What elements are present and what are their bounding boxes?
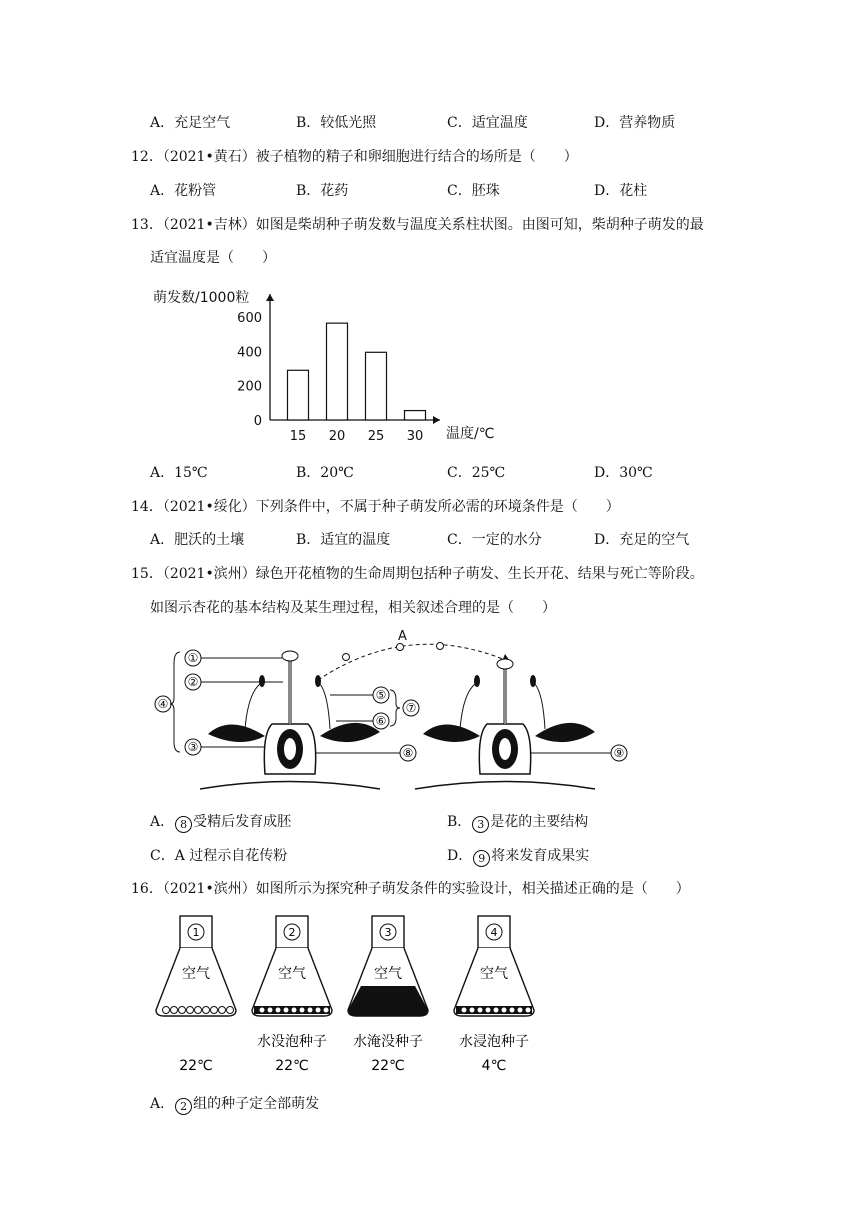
q11-option-c: C．适宜温度 [447, 115, 528, 131]
chart-xtick-label: 15 [289, 429, 307, 444]
q14-option-a: A．肥沃的土壤 [150, 532, 245, 548]
q13-option-b: B．20℃ [296, 465, 354, 481]
chart-ytick-label: 0 [253, 414, 262, 429]
flask-2 [252, 916, 332, 1074]
apricot-flower-diagram [150, 624, 630, 794]
chart-ytick-label: 600 [237, 311, 262, 327]
label-1: ① [187, 651, 199, 665]
flask-3 [348, 916, 428, 1074]
q11-option-b: B．较低光照 [296, 115, 377, 131]
chart-xtick-label: 30 [406, 429, 424, 444]
q14-text: 14．（2021•绥化）下列条件中，不属于种子萌发所必需的环境条件是（ ） [131, 499, 620, 515]
label-7: ⑦ [405, 701, 417, 715]
label-4: ④ [157, 697, 169, 711]
q16-text: 16．（2021•滨州）如图所示为探究种子萌发条件的实验设计，相关描述正确的是（ ） [131, 881, 690, 897]
q12-text: 12．（2021•黄石）被子植物的精子和卵细胞进行结合的场所是（ ） [131, 149, 578, 165]
q13-option-d: D．30℃ [594, 465, 653, 481]
chart-ylabel: 萌发数/1000粒 [153, 290, 250, 306]
q15-option-c: C．A 过程示自花传粉 [150, 848, 288, 864]
svg-text:4: 4 [490, 926, 498, 939]
q14-option-b: B．适宜的温度 [296, 532, 391, 548]
germination-flask-diagram [150, 912, 550, 1082]
q13-text-line2: 适宜温度是（ ） [150, 250, 276, 266]
flask-1 [156, 916, 236, 1074]
svg-text:3: 3 [384, 926, 392, 939]
svg-text:水没泡种子: 水没泡种子 [257, 1034, 327, 1050]
label-3: ③ [187, 740, 199, 754]
chart-bar [327, 323, 348, 420]
label-2: ② [187, 675, 199, 689]
q15-text-line1: 15．（2021•滨州）绿色开花植物的生命周期包括种子萌发、生长开花、结果与死亡等阶段。 [131, 566, 704, 582]
svg-text:空气: 空气 [182, 966, 210, 982]
q13-option-c: C．25℃ [447, 465, 506, 481]
svg-text:空气: 空气 [374, 966, 402, 982]
q15-text-line2: 如图示杏花的基本结构及某生理过程，相关叙述合理的是（ ） [150, 600, 556, 616]
svg-text:22℃: 22℃ [275, 1058, 309, 1074]
label-6: ⑥ [375, 714, 387, 728]
arrow-label-a: A [398, 629, 407, 644]
q14-option-c: C．一定的水分 [447, 532, 542, 548]
svg-text:1: 1 [192, 926, 200, 939]
chart-xlabel: 温度/℃ [446, 426, 495, 442]
q16-option-a: A． 2 组的种子定全部萌发 [150, 1096, 320, 1113]
germination-bar-chart [150, 282, 520, 452]
svg-text:空气: 空气 [480, 966, 508, 982]
chart-xtick-label: 20 [328, 429, 346, 444]
q12-option-d: D．花柱 [594, 183, 648, 199]
svg-text:4℃: 4℃ [481, 1058, 507, 1074]
chart-bar [366, 352, 387, 420]
label-5: ⑤ [375, 688, 387, 702]
q11-option-a: A．充足空气 [150, 115, 231, 131]
q15-option-a: A． 8 受精后发育成胚 [150, 814, 292, 831]
svg-text:22℃: 22℃ [179, 1058, 213, 1074]
q15-option-d: D． 9 将来发育成果实 [447, 848, 590, 865]
chart-xtick-label: 25 [367, 429, 385, 444]
label-9: ⑨ [613, 746, 625, 760]
q12-option-c: C．胚珠 [447, 183, 500, 199]
chart-ytick-label: 200 [237, 379, 262, 395]
svg-text:22℃: 22℃ [371, 1058, 405, 1074]
svg-text:空气: 空气 [278, 966, 306, 982]
svg-text:水淹没种子: 水淹没种子 [353, 1034, 423, 1050]
chart-ytick-label: 400 [237, 345, 262, 361]
q15-option-b: B． 3 是花的主要结构 [447, 814, 589, 831]
q13-option-a: A．15℃ [150, 465, 208, 481]
flower-left [200, 651, 380, 789]
svg-text:水浸泡种子: 水浸泡种子 [459, 1034, 529, 1050]
q12-option-b: B．花药 [296, 183, 349, 199]
q12-option-a: A．花粉管 [150, 183, 217, 199]
flower-right [415, 659, 595, 789]
q13-text-line1: 13．（2021•吉林）如图是柴胡种子萌发数与温度关系柱状图。由图可知，柴胡种子萌发的最 [131, 217, 704, 233]
chart-bar [405, 411, 426, 420]
q14-option-d: D．充足的空气 [594, 532, 690, 548]
chart-bar [288, 370, 309, 420]
label-8: ⑧ [402, 746, 414, 760]
q11-option-d: D．营养物质 [594, 115, 676, 131]
svg-text:2: 2 [288, 926, 296, 939]
flask-4 [454, 916, 534, 1074]
